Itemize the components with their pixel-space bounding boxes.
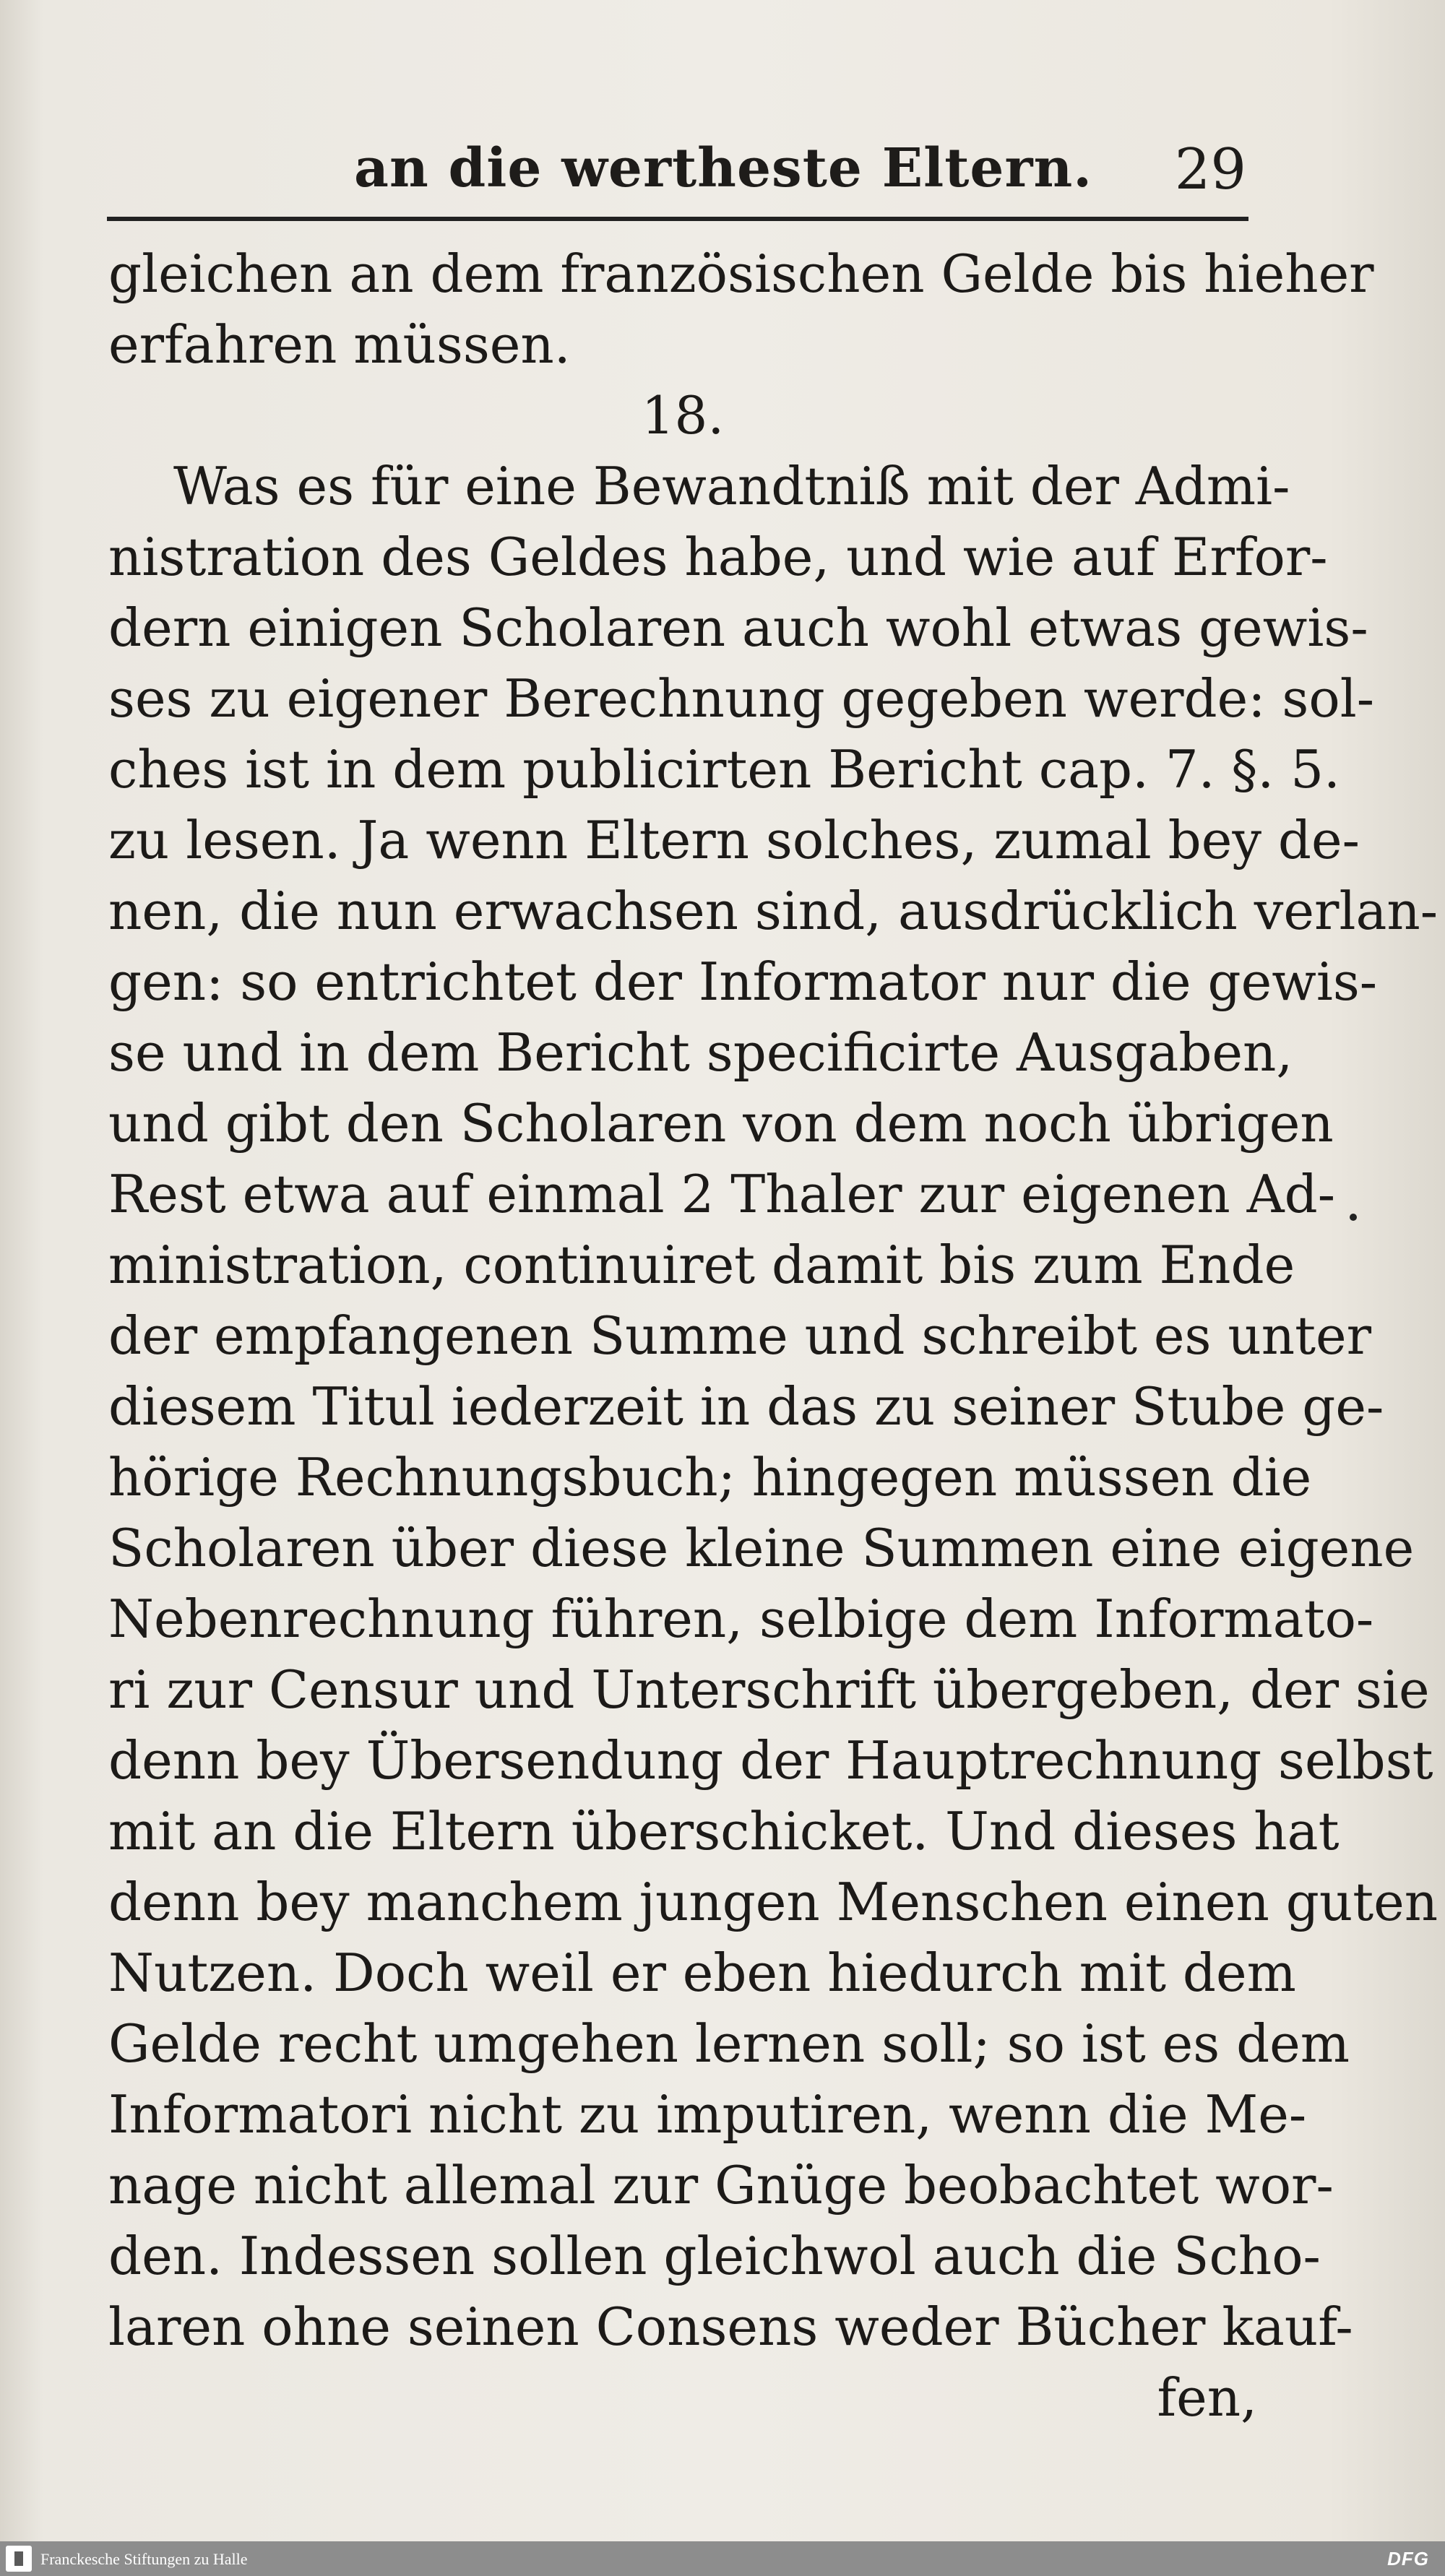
text-line: Rest etwa auf einmal 2 Thaler zur eigenen Ad- [108,1164,1336,1224]
text-line: laren ohne seinen Consens weder Bücher kauf- [108,2296,1353,2357]
body-text [108,238,1438,2433]
dfg-logo[interactable]: DFG [1387,2548,1429,2569]
page-header [108,137,1246,202]
text-line: gen: so entrichtet der Informator nur die gewis- [108,951,1378,1012]
text-line: Was es für eine Bewandtniß mit der Admi- [173,456,1290,517]
text-line: hörige Rechnungsbuch; hingegen müssen die [108,1447,1312,1508]
text-line: mit an die Eltern überschicket. Und dieses hat [108,1801,1340,1862]
text-line: ches ist in dem publicirten Bericht cap. 7. §. 5. [108,739,1340,800]
text-line: den. Indessen sollen gleichwol auch die Scho- [108,2226,1321,2286]
text-line: Nutzen. Doch weil er eben hiedurch mit dem [108,1942,1296,2003]
text-line: nage nicht allemal zur Gnüge beobachtet wor- [108,2155,1334,2216]
text-line: Scholaren über diese kleine Summen eine eigene [108,1518,1415,1578]
institution-logo-icon [6,2546,32,2572]
text-line: nistration des Geldes habe, und wie auf Erfor- [108,527,1328,587]
text-line: denn bey manchem jungen Menschen einen guten [108,1872,1438,1932]
text-line: Gelde recht umgehen lernen soll; so ist es dem [108,2013,1350,2074]
section-number: 18. [641,385,725,446]
text-line: der empfangenen Summe und schreibt es unter [108,1305,1372,1366]
text-line: erfahren müssen. [108,314,571,375]
text-line: Nebenrechnung führen, selbige dem Informato- [108,1589,1374,1649]
text-line: Informatori nicht zu imputiren, wenn die Me- [108,2084,1307,2145]
footer-bar [0,2541,1445,2576]
catchword: fen, [1157,2367,1257,2428]
running-title: an die wertheste Eltern. [354,137,1093,199]
ink-speck [1350,1214,1357,1221]
text-line: diesem Titul iederzeit in das zu seiner Stube ge- [108,1376,1384,1437]
text-line: ministration, continuiret damit bis zum Ende [108,1235,1295,1295]
page-number: 29 [1174,137,1246,202]
text-line: zu lesen. Ja wenn Eltern solches, zumal bey de- [108,810,1360,870]
text-line: ses zu eigener Berechnung gegeben werde: sol- [108,668,1375,729]
text-line: ri zur Censur und Unterschrift übergeben, der sie [108,1659,1430,1720]
institution-name[interactable]: Franckesche Stiftungen zu Halle [40,2550,248,2568]
text-line: nen, die nun erwachsen sind, ausdrücklich verlan- [108,881,1438,941]
text-line: und gibt den Scholaren von dem noch übrigen [108,1093,1334,1154]
header-rule [107,217,1248,221]
text-line: se und in dem Bericht specificirte Ausgaben, [108,1022,1293,1083]
text-line: dern einigen Scholaren auch wohl etwas gewis- [108,597,1368,658]
text-line: denn bey Übersendung der Hauptrechnung selbst [108,1730,1433,1791]
text-line: gleichen an dem französischen Gelde bis hieher [108,243,1374,304]
